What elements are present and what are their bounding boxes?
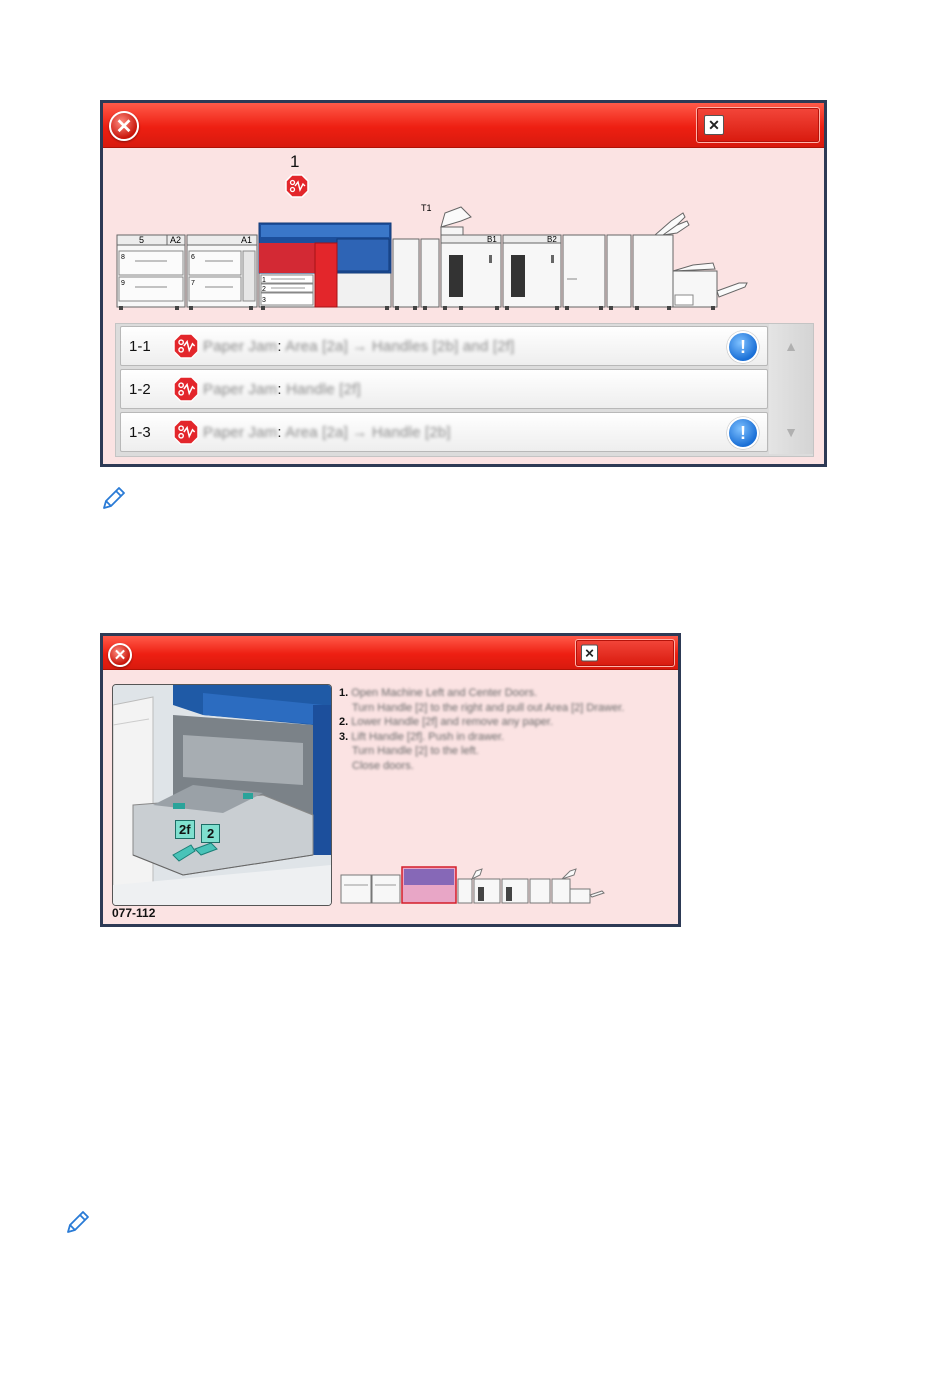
feeder-module-right[interactable] (187, 235, 257, 307)
list-scrollbar[interactable] (769, 324, 813, 454)
tray-a2-label: A2 (170, 235, 182, 245)
stacker-b2[interactable] (503, 235, 561, 307)
fault-row[interactable] (120, 326, 768, 366)
tray-2-label: 2 (262, 286, 266, 293)
instruction-step (339, 715, 669, 730)
paper-jam-icon (173, 419, 199, 445)
info-icon[interactable]: ! (727, 417, 759, 449)
step-number: 3. (339, 730, 349, 743)
fault-detail: Area [2a] → Handles [2b] and [2f] (285, 337, 515, 355)
paper-jam-icon (173, 333, 199, 359)
fault-message (203, 424, 451, 441)
paper-jam-icon (285, 174, 309, 198)
pencil-icon (64, 1208, 92, 1236)
tray-3-label: 3 (262, 297, 266, 304)
tray-1-label: 1 (262, 277, 266, 284)
instruction-step (339, 730, 669, 774)
feeder-module-left[interactable] (117, 235, 185, 307)
fault-row[interactable] (120, 412, 768, 452)
fault-sep: : (277, 423, 282, 441)
mini-machine-diagram (340, 865, 610, 905)
fault-message (203, 338, 515, 355)
close-icon: ✕ (581, 645, 598, 662)
tray-8-label: 8 (121, 254, 125, 261)
fault-detail: Handle [2f] (286, 380, 361, 398)
tray-7-label: 7 (191, 280, 195, 287)
interface-module[interactable] (393, 239, 439, 307)
error-icon: ✕ (109, 111, 139, 141)
fault-detail: Area [2a] → Handle [2b] (285, 423, 451, 441)
jam-illustration (112, 684, 332, 906)
close-icon: ✕ (704, 115, 724, 135)
scroll-down-button[interactable]: ▼ (784, 424, 798, 440)
fault-prefix: Paper Jam (203, 380, 278, 398)
tray-6-label: 6 (191, 254, 195, 261)
stacker-b1[interactable] (441, 235, 501, 307)
paper-jam-icon (173, 376, 199, 402)
fault-count: 1 (290, 152, 300, 171)
info-icon[interactable]: ! (727, 331, 759, 363)
callout-2f: 2f (175, 820, 195, 839)
error-icon: ✕ (108, 643, 132, 667)
fault-list (115, 323, 814, 457)
dialog-titlebar (103, 103, 824, 148)
tray-9-label: 9 (121, 280, 125, 287)
fault-dialog (100, 100, 827, 467)
callout-2: 2 (201, 824, 220, 843)
fault-code: 1-2 (129, 380, 151, 398)
fault-sep: : (277, 337, 282, 355)
close-button[interactable] (696, 107, 820, 143)
step-text: Lift Handle [2f]. Push in drawer. (351, 730, 505, 743)
instruction-steps (339, 686, 669, 774)
dialog-titlebar (103, 636, 678, 670)
jam-instructions-dialog (100, 633, 681, 927)
step-text: Turn Handle [2] to the right and pull out Area [2] Drawer. (352, 701, 625, 714)
step-number: 2. (339, 716, 349, 729)
tray-5-label: 5 (139, 235, 145, 245)
scroll-up-button[interactable]: ▲ (784, 338, 798, 354)
pencil-icon (100, 484, 128, 512)
fault-sep: : (277, 380, 282, 398)
fault-code: 1-3 (129, 423, 151, 441)
step-text: Turn Handle [2] to the left. (352, 745, 479, 758)
printer-system-diagram[interactable] (115, 199, 755, 311)
instruction-step (339, 686, 669, 715)
b1-label: B1 (487, 235, 497, 244)
t1-label: T1 (421, 203, 432, 213)
fault-prefix: Paper Jam (203, 337, 278, 355)
step-number: 1. (339, 687, 349, 699)
figure-id: 077-112 (112, 906, 156, 920)
fault-message (203, 381, 361, 398)
fault-prefix: Paper Jam (203, 423, 278, 441)
fault-row[interactable] (120, 369, 768, 409)
step-text: Close doors. (352, 759, 414, 772)
tray-a1-label: A1 (241, 235, 253, 245)
step-text: Open Machine Left and Center Doors. (351, 687, 538, 699)
close-button[interactable] (575, 639, 675, 667)
fault-code: 1-1 (129, 337, 151, 355)
finisher-module[interactable] (563, 213, 747, 307)
step-text: Lower Handle [2f] and remove any paper. (351, 716, 554, 729)
print-engine[interactable] (259, 223, 391, 307)
b2-label: B2 (547, 235, 557, 244)
